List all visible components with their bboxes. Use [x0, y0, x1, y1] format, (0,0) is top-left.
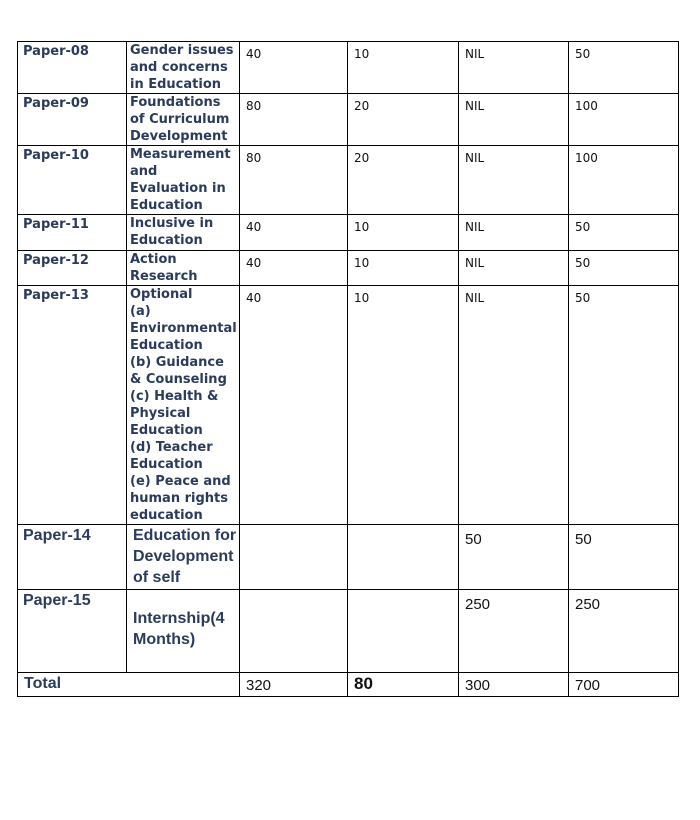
title-line: human rights [130, 491, 228, 506]
internal-marks: 20 [348, 94, 459, 146]
title-line: and [130, 164, 158, 179]
internal-marks [348, 590, 459, 673]
title-line: Education for [133, 527, 237, 544]
title-line: of self [133, 569, 181, 586]
title-line: Optional [130, 287, 193, 302]
title-line: of Curriculum [130, 112, 230, 127]
title-line: Evaluation in [130, 181, 226, 196]
marks-table-container [17, 41, 678, 697]
total-marks: 50 [569, 251, 679, 286]
title-line: and concerns [130, 60, 228, 75]
title-line: (e) Peace and [130, 474, 231, 489]
internal-marks: 10 [348, 286, 459, 525]
title-line: Inclusive in [130, 216, 214, 231]
title-line: & Counseling [130, 372, 227, 387]
title-line: Environmental [130, 321, 237, 336]
total-marks: 50 [569, 286, 679, 525]
title-line: Measurement [130, 147, 231, 162]
title-line: in Education [130, 77, 222, 92]
title-line: education [130, 508, 203, 523]
table-row [18, 590, 679, 673]
total-theory: 320 [240, 673, 348, 697]
title-line: Research [130, 269, 198, 284]
theory-marks: 80 [240, 146, 348, 215]
total-marks: 50 [569, 525, 679, 590]
table-row [18, 525, 679, 590]
internal-marks: 10 [348, 215, 459, 251]
practical-marks: NIL [459, 215, 569, 251]
paper-title [127, 525, 240, 590]
internal-marks: 10 [348, 42, 459, 94]
title-line: (b) Guidance [130, 355, 224, 370]
paper-title [127, 146, 240, 215]
title-line: (d) Teacher [130, 440, 213, 455]
paper-title [127, 215, 240, 251]
table-row [18, 42, 679, 94]
paper-title [127, 42, 240, 94]
title-line: Gender issues [130, 43, 234, 58]
paper-code: Paper-10 [18, 146, 127, 215]
total-marks: 250 [569, 590, 679, 673]
title-line: Development [130, 129, 228, 144]
title-line: Internship(4 [133, 610, 225, 627]
total-label: Total [18, 673, 240, 697]
paper-code: Paper-08 [18, 42, 127, 94]
title-line: Education [130, 338, 203, 353]
total-marks: 50 [569, 215, 679, 251]
theory-marks [240, 590, 348, 673]
paper-title [127, 590, 240, 673]
internal-marks [348, 525, 459, 590]
title-line: (a) [130, 304, 151, 319]
theory-marks: 40 [240, 42, 348, 94]
table-row [18, 251, 679, 286]
practical-marks: NIL [459, 286, 569, 525]
total-marks: 100 [569, 94, 679, 146]
title-line: Foundations [130, 95, 221, 110]
title-line: Education [130, 233, 203, 248]
paper-code: Paper-13 [18, 286, 127, 525]
total-practical: 300 [459, 673, 569, 697]
title-line: Physical [130, 406, 191, 421]
total-marks: 100 [569, 146, 679, 215]
practical-marks: NIL [459, 94, 569, 146]
title-line: Months) [133, 631, 196, 648]
paper-title [127, 251, 240, 286]
table-row [18, 94, 679, 146]
theory-marks: 40 [240, 215, 348, 251]
practical-marks: NIL [459, 146, 569, 215]
practical-marks: 50 [459, 525, 569, 590]
total-marks: 50 [569, 42, 679, 94]
internal-marks: 20 [348, 146, 459, 215]
theory-marks [240, 525, 348, 590]
total-internal: 80 [348, 673, 459, 697]
paper-code: Paper-12 [18, 251, 127, 286]
table-row [18, 146, 679, 215]
theory-marks: 40 [240, 286, 348, 525]
title-line: Action [130, 252, 177, 267]
grand-total: 700 [569, 673, 679, 697]
practical-marks: 250 [459, 590, 569, 673]
paper-code: Paper-15 [18, 590, 127, 673]
table-row [18, 215, 679, 251]
title-line: Development [133, 548, 234, 565]
practical-marks: NIL [459, 42, 569, 94]
theory-marks: 40 [240, 251, 348, 286]
paper-code: Paper-09 [18, 94, 127, 146]
paper-title [127, 286, 240, 525]
title-line: Education [130, 457, 203, 472]
title-line: Education [130, 198, 203, 213]
theory-marks: 80 [240, 94, 348, 146]
marks-table [17, 41, 679, 697]
paper-code: Paper-14 [18, 525, 127, 590]
total-row [18, 673, 679, 697]
practical-marks: NIL [459, 251, 569, 286]
internal-marks: 10 [348, 251, 459, 286]
paper-code: Paper-11 [18, 215, 127, 251]
table-row [18, 286, 679, 525]
title-line: Education [130, 423, 203, 438]
paper-title [127, 94, 240, 146]
title-line: (c) Health & [130, 389, 219, 404]
